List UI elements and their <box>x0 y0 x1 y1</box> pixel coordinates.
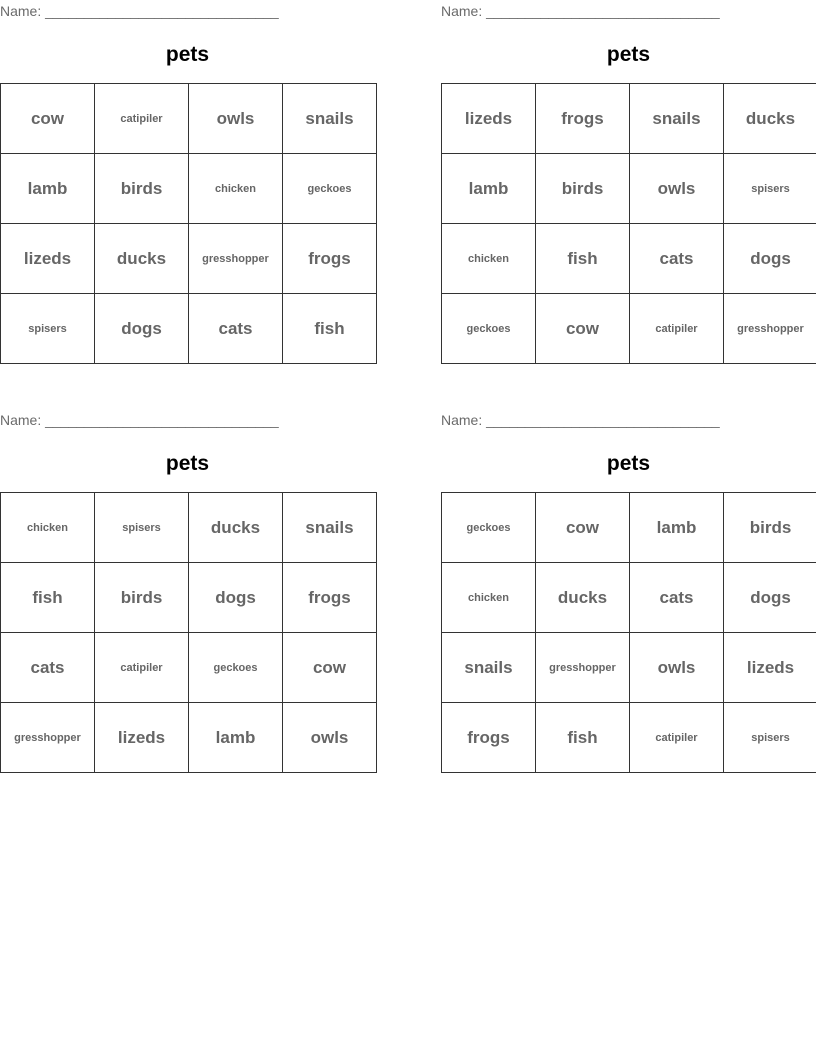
grid-cell: frogs <box>536 84 630 154</box>
bingo-card-1 <box>0 0 375 380</box>
grid-cell: snails <box>442 633 536 703</box>
grid-cell: fish <box>536 703 630 773</box>
bingo-card-3 <box>0 409 375 789</box>
grid-cell: owls <box>189 84 283 154</box>
grid-row <box>1 633 377 703</box>
grid-cell: lamb <box>630 493 724 563</box>
grid-cell: owls <box>630 154 724 224</box>
grid-cell: cow <box>283 633 377 703</box>
grid-row <box>1 703 377 773</box>
grid-cell: birds <box>95 563 189 633</box>
bingo-grid <box>0 492 377 773</box>
grid-cell: cow <box>536 294 630 364</box>
grid-cell: frogs <box>442 703 536 773</box>
grid-cell: spisers <box>724 154 816 224</box>
name-field-label: Name: ______________________________ <box>441 3 720 19</box>
grid-cell: birds <box>724 493 816 563</box>
grid-cell: chicken <box>442 563 536 633</box>
grid-row <box>442 633 816 703</box>
grid-cell: catipiler <box>630 294 724 364</box>
grid-row <box>1 294 377 364</box>
grid-cell: chicken <box>442 224 536 294</box>
grid-cell: cats <box>189 294 283 364</box>
grid-cell: lizeds <box>95 703 189 773</box>
grid-cell: chicken <box>1 493 95 563</box>
name-field-label: Name: ______________________________ <box>0 3 279 19</box>
grid-cell: lamb <box>442 154 536 224</box>
grid-cell: geckoes <box>442 493 536 563</box>
grid-cell: chicken <box>189 154 283 224</box>
grid-row <box>442 294 816 364</box>
grid-cell: frogs <box>283 563 377 633</box>
grid-cell: ducks <box>189 493 283 563</box>
grid-cell: geckoes <box>283 154 377 224</box>
bingo-grid <box>441 492 816 773</box>
grid-cell: lamb <box>1 154 95 224</box>
grid-cell: snails <box>630 84 724 154</box>
grid-cell: ducks <box>95 224 189 294</box>
grid-cell: geckoes <box>189 633 283 703</box>
grid-row <box>442 703 816 773</box>
grid-cell: dogs <box>189 563 283 633</box>
grid-cell: catipiler <box>95 633 189 703</box>
grid-row <box>1 224 377 294</box>
grid-cell: snails <box>283 493 377 563</box>
grid-cell: gresshopper <box>1 703 95 773</box>
grid-cell: gresshopper <box>724 294 816 364</box>
grid-cell: birds <box>536 154 630 224</box>
grid-row <box>442 84 816 154</box>
bingo-card-4 <box>441 409 816 789</box>
grid-cell: ducks <box>724 84 816 154</box>
grid-row <box>1 84 377 154</box>
grid-cell: owls <box>630 633 724 703</box>
grid-cell: dogs <box>724 224 816 294</box>
card-title: pets <box>165 452 210 475</box>
grid-row <box>1 154 377 224</box>
grid-cell: dogs <box>724 563 816 633</box>
grid-cell: gresshopper <box>536 633 630 703</box>
grid-row <box>1 563 377 633</box>
grid-cell: spisers <box>95 493 189 563</box>
card-title: pets <box>606 43 651 66</box>
grid-row <box>442 493 816 563</box>
grid-cell: dogs <box>95 294 189 364</box>
grid-cell: cow <box>1 84 95 154</box>
card-title: pets <box>165 43 210 66</box>
grid-cell: lizeds <box>1 224 95 294</box>
grid-cell: frogs <box>283 224 377 294</box>
grid-cell: fish <box>283 294 377 364</box>
grid-cell: fish <box>1 563 95 633</box>
bingo-grid <box>0 83 377 364</box>
grid-row <box>442 224 816 294</box>
bingo-card-2 <box>441 0 816 380</box>
grid-cell: gresshopper <box>189 224 283 294</box>
grid-cell: owls <box>283 703 377 773</box>
grid-cell: spisers <box>1 294 95 364</box>
grid-cell: birds <box>95 154 189 224</box>
grid-cell: cats <box>630 563 724 633</box>
grid-cell: catipiler <box>630 703 724 773</box>
grid-cell: catipiler <box>95 84 189 154</box>
grid-cell: lizeds <box>442 84 536 154</box>
name-field-label: Name: ______________________________ <box>0 412 279 428</box>
name-field-label: Name: ______________________________ <box>441 412 720 428</box>
grid-row <box>442 563 816 633</box>
grid-cell: cats <box>630 224 724 294</box>
grid-cell: geckoes <box>442 294 536 364</box>
grid-row <box>1 493 377 563</box>
grid-cell: cats <box>1 633 95 703</box>
grid-cell: cow <box>536 493 630 563</box>
grid-cell: ducks <box>536 563 630 633</box>
grid-row <box>442 154 816 224</box>
card-title: pets <box>606 452 651 475</box>
grid-cell: fish <box>536 224 630 294</box>
bingo-grid <box>441 83 816 364</box>
grid-cell: snails <box>283 84 377 154</box>
grid-cell: lamb <box>189 703 283 773</box>
grid-cell: spisers <box>724 703 816 773</box>
grid-cell: lizeds <box>724 633 816 703</box>
